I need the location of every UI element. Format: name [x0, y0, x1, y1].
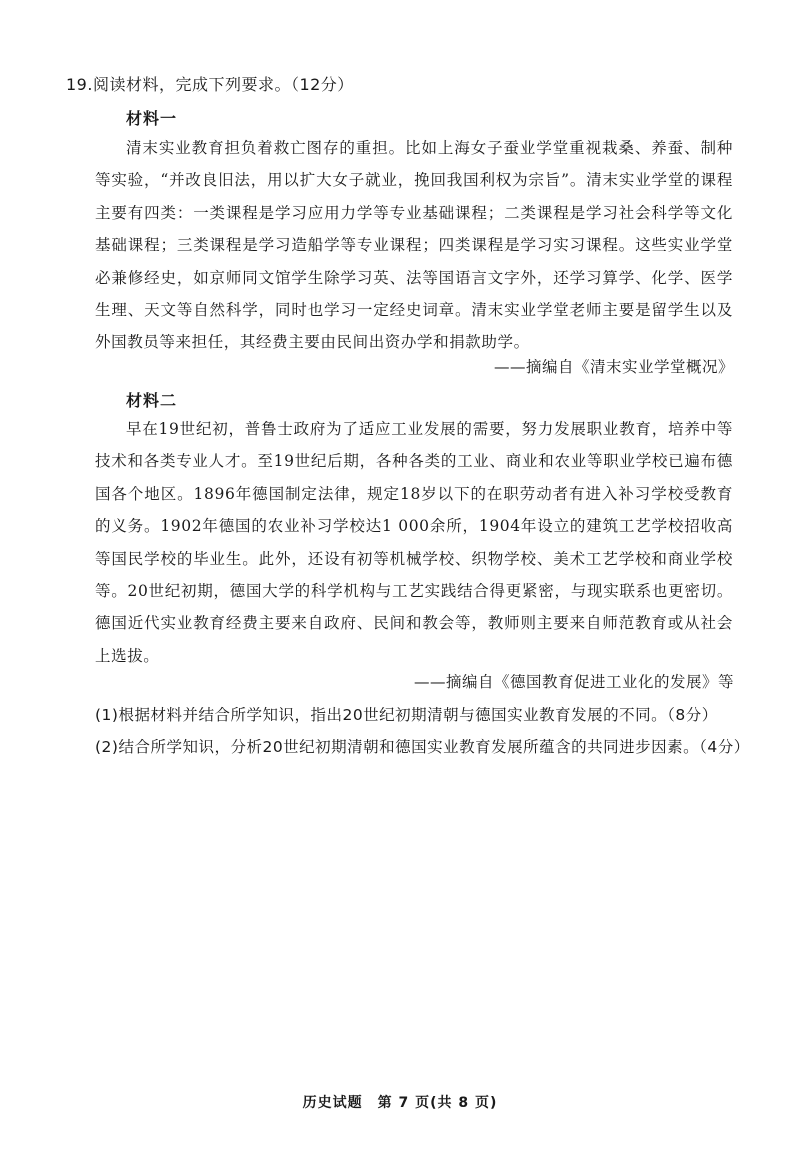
material-2-source: ——摘编自《德国教育促进工业化的发展》等: [413, 673, 734, 691]
material-1-source: ——摘编自《清末实业学堂概况》: [493, 358, 734, 376]
material-2-text: 早在19世纪初，普鲁士政府为了适应工业发展的需要，努力发展职业教育，培养中等技术和各类专业人才。至19世纪后期，各种各类的工业、商业和农业等职业学校已遍布德国各个地区。1896年德国制定法律，规定18岁以下的在职劳动者有进入补习学校受教育的义务。1902年德国的农业补习学校达1 000余所，1904年设立的建筑工艺学校招收高等国民学校的毕业生。此外，还设有初等机械学校、织物学校、美术工艺学校和商业学校等。20世纪初期，德国大学的科学机构与工艺实践结合得更紧密，与现实联系也更密切。德国近代实业教育经费主要来自政府、民间和教会等，教师则主要来自师范教育或从社会上选拔。: [95, 420, 733, 665]
question-title: 19.阅读材料，完成下列要求。（12分）: [66, 75, 354, 94]
material-1-heading: 材料一: [126, 109, 178, 128]
material-1-text: 清末实业教育担负着救亡图存的重担。比如上海女子蚕业学堂重视栽桑、养蚕、制种等实验，“并改良旧法，用以扩大女子就业，挽回我国利权为宗旨”。清末实业学堂的课程主要有四类：一类课程是学习应用力学等专业基础课程；二类课程是学习社会科学等文化基础课程；三类课程是学习造船学等专业课程；四类课程是学习实习课程。这些实业学堂必兼修经史，如京师同文馆学生除学习英、法等国语言文字外，还学习算学、化学、医学生理、天文等自然科学，同时也学习一定经史词章。清末实业学堂老师主要是留学生以及外国教员等来担任，其经费主要由民间出资办学和捐款助学。: [95, 139, 733, 352]
sub-question-1: (1)根据材料并结合所学知识，指出20世纪初期清朝与德国实业教育发展的不同。（8分）: [95, 706, 718, 724]
material-2-heading: 材料二: [126, 391, 178, 410]
sub-question-2: (2)结合所学知识，分析20世纪初期清朝和德国实业教育发展所蕴含的共同进步因素。（4分）: [95, 738, 750, 756]
page-footer: 历史试题 第 7 页(共 8 页): [302, 1095, 498, 1111]
